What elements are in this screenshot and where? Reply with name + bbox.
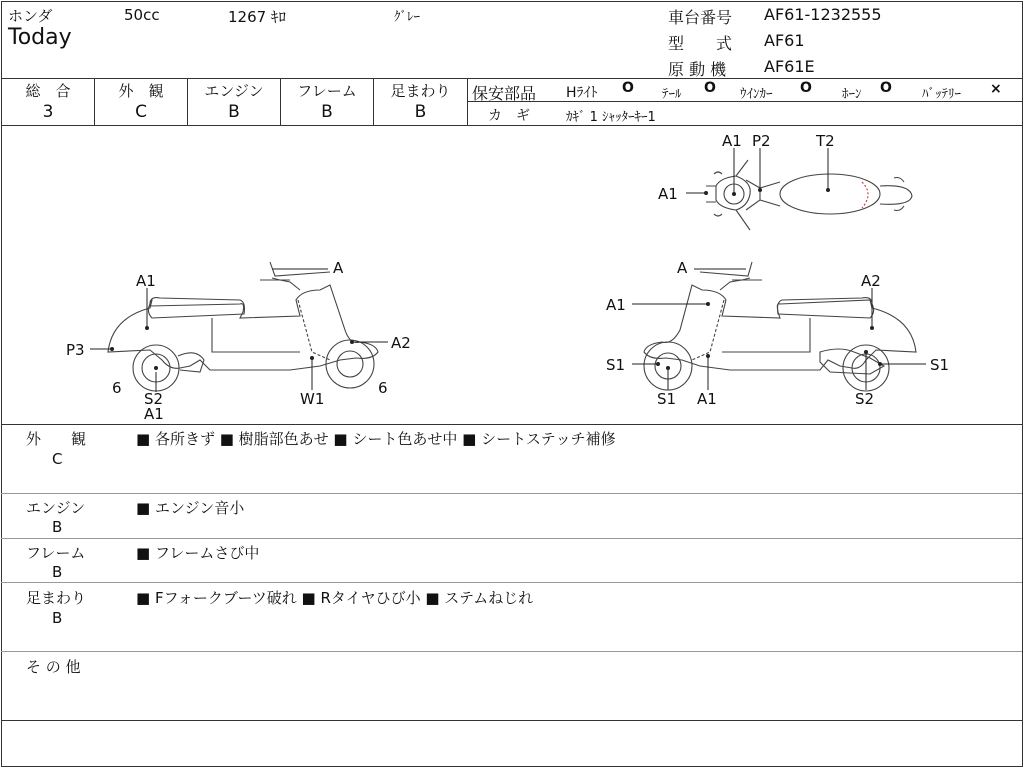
safety-title: 保安部品 bbox=[472, 84, 537, 103]
grade-frame-value: B bbox=[321, 102, 333, 122]
divider bbox=[1, 582, 1022, 583]
divider bbox=[1, 720, 1022, 721]
grade-suspension-value: B bbox=[414, 102, 427, 122]
damage-diagram bbox=[0, 126, 1022, 424]
mileage: 1267 ｷﾛ bbox=[228, 8, 286, 26]
section-exterior-grade: C bbox=[52, 450, 63, 468]
safety-item-label: ﾊﾞｯﾃﾘｰ bbox=[922, 87, 961, 102]
callout-leaders bbox=[90, 148, 926, 392]
grade-suspension-label: 足まわり bbox=[390, 82, 451, 100]
top-label: T2 bbox=[816, 132, 835, 150]
left-label: 6 bbox=[112, 379, 122, 397]
color: ｸﾞﾚｰ bbox=[394, 10, 420, 25]
safety-item-label: ﾎｰﾝ bbox=[842, 87, 862, 102]
left-label: S2 bbox=[144, 390, 164, 408]
grade-frame-label: フレーム bbox=[297, 82, 357, 100]
grade-engine-value: B bbox=[228, 102, 240, 122]
right-label: S2 bbox=[855, 390, 875, 408]
section-engine-label: エンジン bbox=[26, 499, 86, 517]
section-suspension-notes: ■ Fフォークブーツ破れ ■ Rタイヤひび小 ■ ステムねじれ bbox=[136, 589, 534, 607]
key-label: カ ギ bbox=[488, 108, 530, 124]
left-label: 6 bbox=[378, 379, 388, 397]
section-exterior-notes: ■ 各所きず ■ 樹脂部色あせ ■ シート色あせ中 ■ シートステッチ補修 bbox=[136, 430, 616, 448]
left-label: A1 bbox=[136, 272, 156, 290]
divider bbox=[1, 493, 1022, 494]
safety-item-mark: O bbox=[880, 80, 892, 96]
section-frame-notes: ■ フレームさび中 bbox=[136, 544, 260, 562]
model-name: Today bbox=[8, 25, 72, 50]
safety-item-mark: O bbox=[704, 80, 716, 96]
safety-item-mark: O bbox=[622, 80, 634, 96]
left-label: W1 bbox=[300, 390, 325, 408]
section-suspension-label: 足まわり bbox=[26, 589, 87, 607]
safety-item-label: Hﾗｲﾄ bbox=[566, 85, 598, 101]
left-label: A1 bbox=[144, 405, 164, 423]
grade-engine-label: エンジン bbox=[204, 82, 264, 100]
safety-item-mark: × bbox=[990, 81, 1002, 97]
section-frame-grade: B bbox=[52, 563, 63, 581]
section-suspension-grade: B bbox=[52, 609, 63, 627]
frame-no: AF61-1232555 bbox=[764, 5, 882, 24]
scooter-top-view bbox=[706, 160, 912, 230]
right-label: A1 bbox=[606, 296, 626, 314]
grade-overall-value: 3 bbox=[42, 102, 54, 122]
top-label: A1 bbox=[722, 132, 742, 150]
key-value: ｶｷﾞ 1 ｼｬｯﾀｰｷｰ1 bbox=[566, 110, 656, 125]
divider bbox=[1, 78, 1022, 79]
safety-item-mark: O bbox=[800, 80, 812, 96]
safety-item-label: ｳｲﾝｶｰ bbox=[740, 87, 773, 102]
type-label: 型 式 bbox=[668, 34, 733, 53]
left-label: A bbox=[333, 259, 344, 277]
type-value: AF61 bbox=[764, 31, 805, 50]
top-label: P2 bbox=[752, 132, 771, 150]
section-exterior-label: 外 観 bbox=[26, 430, 87, 448]
grade-overall-label: 総 合 bbox=[25, 82, 71, 100]
left-label: P3 bbox=[66, 341, 85, 359]
right-label: S1 bbox=[606, 356, 626, 374]
diagram-labels bbox=[66, 132, 949, 423]
right-label: A1 bbox=[697, 390, 717, 408]
grade-exterior-label: 外 観 bbox=[118, 82, 164, 100]
grade-exterior-value: C bbox=[135, 102, 147, 122]
divider bbox=[1, 424, 1022, 425]
engine-value: AF61E bbox=[764, 57, 815, 76]
section-engine-grade: B bbox=[52, 518, 63, 536]
frame-no-label: 車台番号 bbox=[668, 8, 733, 27]
section-engine-notes: ■ エンジン音小 bbox=[136, 499, 245, 517]
right-label: A2 bbox=[861, 272, 881, 290]
right-label: A bbox=[677, 259, 688, 277]
engine-label: 原 動 機 bbox=[668, 60, 727, 79]
displacement: 50cc bbox=[124, 6, 160, 24]
divider bbox=[467, 78, 468, 125]
right-label: S1 bbox=[930, 356, 950, 374]
callout-dots bbox=[110, 188, 882, 370]
divider bbox=[1, 538, 1022, 539]
left-label: A2 bbox=[391, 334, 411, 352]
maker: ホンダ bbox=[8, 7, 53, 25]
section-frame-label: フレーム bbox=[26, 544, 86, 562]
right-label: S1 bbox=[657, 390, 677, 408]
divider bbox=[1, 651, 1022, 652]
safety-item-label: ﾃｰﾙ bbox=[662, 87, 682, 102]
section-other-label: そ の 他 bbox=[26, 658, 81, 676]
top-label: A1 bbox=[658, 185, 678, 203]
